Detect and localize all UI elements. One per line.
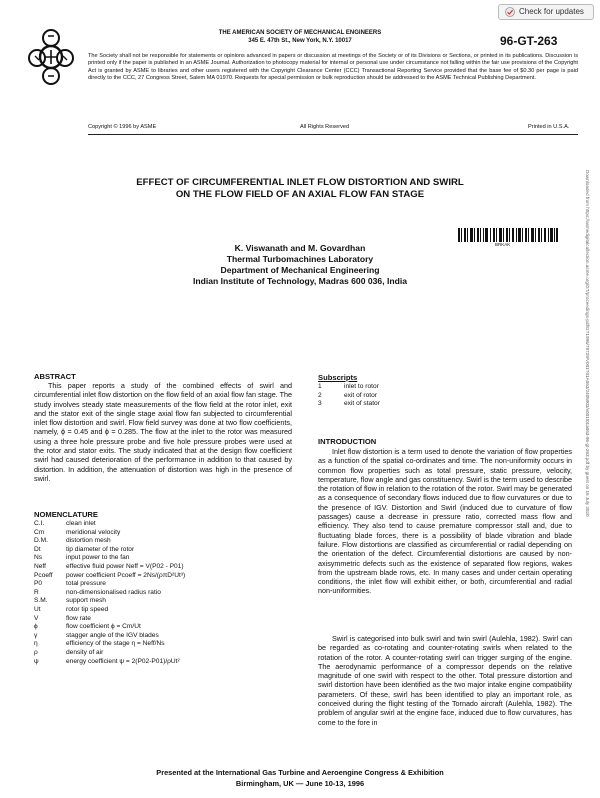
society-name: THE AMERICAN SOCIETY OF MECHANICAL ENGINEERS [218,30,382,36]
nomenclature-symbol: P0 [34,580,43,588]
subscripts-heading: Subscripts [318,373,358,382]
nomenclature-item [34,537,292,546]
nomenclature-symbol: Dt [34,545,41,553]
nomenclature-definition: input power to the fan [66,554,130,562]
download-watermark: Downloaded from https://asmedigitalcollection.asme.org/GT/proceedings-pdf/GT1996/78729/V001T01A063/2405903/v001t01a063-96-gt-263.pdf by guest on 16 July 2020 [585,170,590,517]
nomenclature-definition: energy coefficient ψ = 2(P02-P01)/ρUt² [66,657,180,665]
subscript-item [318,400,568,409]
nomenclature-symbol: Ut [34,605,41,613]
nomenclature-symbol: η [34,640,38,648]
abstract-heading: ABSTRACT [34,372,76,381]
nomenclature-heading: NOMENCLATURE [34,510,98,519]
nomenclature-item [34,649,292,658]
introduction-paragraph-2: Swirl is categorised into bulk swirl and twin swirl (Aulehla, 1982). Swirl can be regarded as co-rotating and counter-rotating swirls when related to the rotation of the rotor. A counter-rotating swirl can trigger surging of the engine. The aerodynamic performance of a compressor depends on the relative magnitude of one swirl with respect to the other. Total pressure distortion and swirl distortion have been identified as the two major intake engine compatibility parameters. Of these, swirl has been identified to play an important role, as conceived during the flight testing of the Tornado aircraft (Aulehla, 1982). The problem of angular swirl at the engine face, induced due to flow curvatures, has come to the fore in [318,634,572,727]
header-divider [88,134,578,135]
nomenclature-item [34,520,292,529]
paper-number: 96-GT-263 [500,34,558,48]
nomenclature-definition: tip diameter of the rotor [66,545,135,553]
nomenclature-item [34,623,292,632]
nomenclature-symbol: D.M. [34,537,48,545]
subscript-item [318,383,568,392]
nomenclature-item [34,606,292,615]
footer-location: Birmingham, UK — June 10-13, 1996 [235,779,365,788]
nomenclature-list [34,520,292,666]
nomenclature-definition: rotor tip speed [66,605,109,613]
subscript-definition: exit of stator [344,400,380,408]
rights-notice: All Rights Reserved [300,124,350,130]
nomenclature-definition: effective fluid power Neff = V(P02 - P01) [66,562,184,570]
nomenclature-symbol: R [34,588,39,596]
nomenclature-symbol: γ [34,631,38,639]
nomenclature-item [34,597,292,606]
abstract-text: This paper reports a study of the combined effects of swirl and circumferential inlet flow distortion on the flow field of an axial flow fan stage. The study involves steady state measurements of the flow field at the rotor inlet, exit and the stator exit of the single stage axial flow fan subjected to circumferential inlet flow distortion and swirl. Flow field survey was done at two flow coefficients, namely, ϕ = 0.45 and ϕ = 0.285. The flow at the inlet to the rotor was measured using a three hole pressure probe and five hole pressure probes were used at the rotor and stator exits. The study indicated that at the design flow coefficient swirl had caused deterioration of the performance in addition to that caused by distortion. In addition, the attenuation of distortion was high in the presence of swirl. [34,381,292,483]
copyright-notice: Copyright © 1996 by ASME [88,124,157,130]
nomenclature-item [34,554,292,563]
nomenclature-item [34,580,292,589]
nomenclature-item [34,546,292,555]
nomenclature-symbol: Ns [34,554,43,562]
footer-conference: Presented at the International Gas Turbine and Aeroengine Congress & Exhibition [156,768,444,777]
nomenclature-definition: flow coefficient ϕ = Cm/Ut [66,623,141,631]
department: Department of Mechanical Engineering [220,265,380,275]
nomenclature-symbol: ρ [34,648,38,656]
subscript-symbol: 2 [318,391,322,399]
nomenclature-definition: efficiency of the stage η = Neff/Ns [66,640,165,648]
nomenclature-symbol: Pcoeff [34,571,53,579]
copyright-disclaimer: The Society shall not be responsible for statements or opinions advanced in papers or discussion at meetings of the Society or of its Divisions or Sections, or printed in its publications. Discussion is printed only if the paper is published in an ASME Journal. Authorization to photocopy material for internal or personal use under circumstance not falling within the fair use provisions of the Copyright Act is granted by ASME to libraries and other users registered with the Copyright Clearance Center (CCC) Transactional Reporting Service provided that the base fee of $0.30 per page is paid directly to the CCC, 27 Congress Street, Salem MA 01970. Requests for special permission or bulk reproduction should be addressed to the ASME Technical Publishing Department. [88,53,578,82]
nomenclature-symbol: ϕ [34,623,38,631]
nomenclature-definition: distortion mesh [66,537,111,545]
nomenclature-item [34,572,292,581]
nomenclature-symbol: ψ [34,657,39,665]
nomenclature-definition: stagger angle of the IGV blades [66,631,159,639]
printed-notice: Printed in U.S.A. [528,124,570,130]
nomenclature-item [34,632,292,641]
nomenclature-symbol: C.I. [34,520,45,527]
nomenclature-item [34,529,292,538]
nomenclature-symbol: V [34,614,39,622]
check-for-updates-label: Check for updates [519,7,584,16]
nomenclature-definition: clean inlet [66,520,96,527]
nomenclature-item [34,658,292,667]
nomenclature-item [34,615,292,624]
nomenclature-symbol: Cm [34,528,45,536]
nomenclature-definition: meridional velocity [66,528,121,536]
nomenclature-item [34,589,292,598]
subscript-symbol: 3 [318,400,322,408]
introduction-paragraph-1: Inlet flow distortion is a term used to denote the variation of flow properties as a function of the spatial co-ordinates and time. The non-uniformity occurs in common flow properties such as total pressure, static pressure, velocity, temperature, flow angle and gas constituency. Swirl is the term used to describe the rotation of flow in relation to the rotation of the rotor. Swirl may be generated as a consequence of secondary flows induced due to flow curvatures or due to the presence of IGV. Distortion and Swirl (induced due to curvature of flow passages) cause a decrease in pressure ratio, corrected mass flow and efficiency. They also tend to cause premature compressor stall and, due to fluctuating blade forces, there is a possibility of blade vibration and blade failure. Flow distortions are classified as circumferential or radial depending on the orientation of the defect. Circumferential distortions are caused by non-axisymmetric defects such as the existence of separated flow regions, wakes from the upstream blade rows, etc. In many cases and under certain operating conditions, the inlet flow will exhibit either, or both, circumferential and radial non-uniformities. [318,447,572,596]
nomenclature-symbol: Neff [34,562,46,570]
subscript-item [318,392,568,401]
subscript-definition: exit of rotor [344,391,377,399]
title-line-2: ON THE FLOW FIELD OF AN AXIAL FLOW FAN STAGE [175,189,425,200]
laboratory: Thermal Turbomachines Laboratory [226,254,374,264]
nomenclature-definition: non-dimensionalised radius ratio [66,588,161,596]
nomenclature-definition: power coefficient Pcoeff = 2Ns/(ρπD²Ut³) [66,571,186,579]
barcode-caption: BRKAK [495,242,511,247]
nomenclature-item [34,640,292,649]
introduction-heading: INTRODUCTION [318,437,377,446]
subscript-definition: inlet to rotor [344,383,379,390]
nomenclature-definition: total pressure [66,580,106,588]
society-address: 345 E. 47th St., New York, N.Y. 10017 [248,38,352,44]
nomenclature-item [34,563,292,572]
subscripts-list [318,383,568,409]
barcode-icon [458,228,558,242]
crossmark-icon [505,7,515,17]
nomenclature-definition: density of air [66,648,104,656]
title-line-1: EFFECT OF CIRCUMFERENTIAL INLET FLOW DISTORTION AND SWIRL [136,177,464,188]
institute: Indian Institute of Technology, Madras 600 036, India [192,276,408,286]
nomenclature-definition: support mesh [66,597,106,605]
nomenclature-symbol: S.M. [34,597,48,605]
check-for-updates-button[interactable] [498,4,594,20]
nomenclature-definition: flow rate [66,614,91,622]
asme-logo-icon [27,28,75,88]
subscript-symbol: 1 [318,383,322,390]
authors: K. Viswanath and M. Govardhan [234,243,366,253]
